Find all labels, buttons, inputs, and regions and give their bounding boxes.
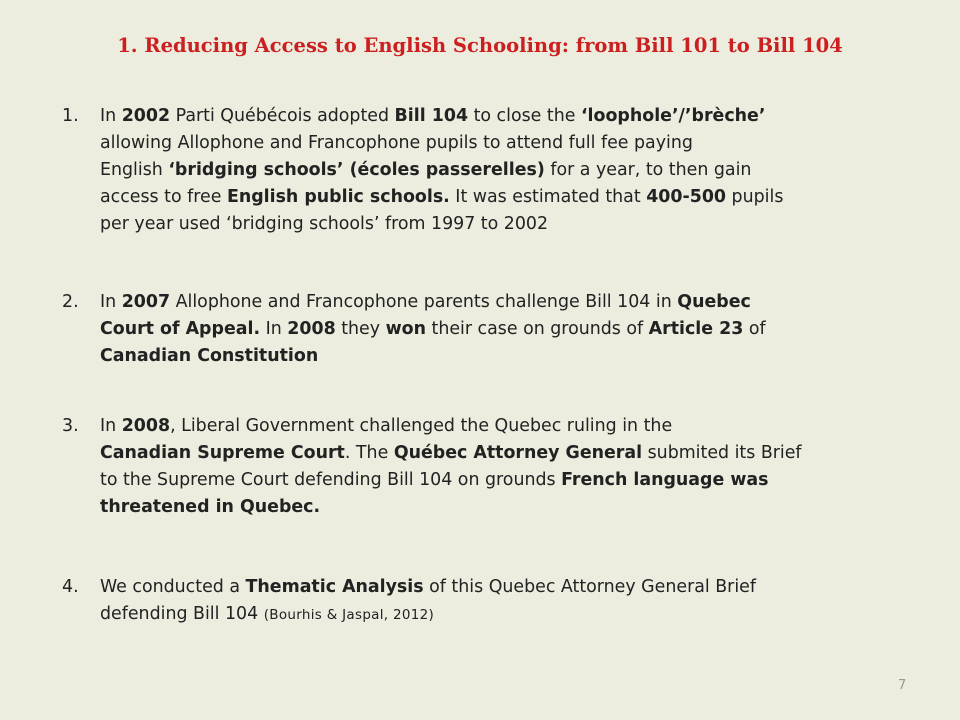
- bold-text: threatened in Quebec.: [100, 497, 321, 517]
- text-line: [100, 103, 912, 130]
- page-number: 7: [898, 678, 907, 693]
- text-run: to the Supreme Court defending Bill 104 on grounds: [100, 470, 562, 490]
- text-run: In: [100, 416, 122, 436]
- text-run: for a year, to then gain: [544, 160, 752, 180]
- text-run: Allophone and Francophone parents challenge Bill 104 in: [170, 292, 678, 312]
- bold-text: Bill 104: [394, 106, 469, 126]
- list-item-2: [62, 289, 912, 370]
- text-line: [100, 494, 912, 521]
- bold-text: ‘bridging schools’ (écoles passerelles): [168, 160, 545, 180]
- text-line: [100, 289, 912, 316]
- item-text: [100, 574, 912, 629]
- text-run: (Bourhis & Jaspal, 2012): [263, 607, 435, 623]
- text-run: allowing Allophone and Francophone pupils to attend full fee paying: [100, 133, 693, 153]
- text-line: [100, 316, 912, 343]
- text-run: Parti Québécois adopted: [170, 106, 395, 126]
- text-line: [100, 413, 912, 440]
- text-run: , Liberal Government challenged the Quebec ruling in the: [170, 416, 673, 436]
- text-run: In: [260, 319, 288, 339]
- text-run: It was estimated that: [449, 187, 647, 207]
- text-run: they: [335, 319, 386, 339]
- text-line: [100, 574, 912, 601]
- text-run: to close the: [468, 106, 581, 126]
- slide-title: 1. Reducing Access to English Schooling: from Bill 101 to Bill 104: [117, 34, 843, 57]
- text-line: [100, 157, 912, 184]
- bold-text: Thematic Analysis: [245, 577, 424, 597]
- bold-text: 2008: [287, 319, 336, 339]
- text-run: We conducted a: [100, 577, 246, 597]
- list-item-4: [62, 574, 912, 629]
- bold-text: Canadian Constitution: [100, 346, 319, 366]
- text-run: pupils: [726, 187, 784, 207]
- item-number: 4.: [62, 577, 79, 597]
- item-text: [100, 103, 912, 238]
- bold-text: 400-500: [646, 187, 727, 207]
- bold-text: English public schools.: [226, 187, 450, 207]
- item-number: 2.: [62, 292, 79, 312]
- text-run: defending Bill 104: [100, 604, 264, 624]
- list-item-3: [62, 413, 912, 521]
- text-run: of this Quebec Attorney General Brief: [423, 577, 756, 597]
- text-line: [100, 211, 912, 238]
- text-line: [100, 130, 912, 157]
- bold-text: won: [385, 319, 426, 339]
- bold-text: 2007: [121, 292, 171, 312]
- text-run: per year used ‘bridging schools’ from 1997 to 2002: [100, 214, 549, 234]
- item-number: 3.: [62, 416, 79, 436]
- bold-text: French language was: [561, 470, 769, 490]
- list-item-1: [62, 103, 912, 238]
- item-text: [100, 289, 912, 370]
- bold-text: Quebec: [677, 292, 751, 312]
- text-line: [100, 601, 912, 629]
- item-text: [100, 413, 912, 521]
- text-run: submited its Brief: [642, 443, 802, 463]
- bold-text: Québec Attorney General: [393, 443, 643, 463]
- text-line: [100, 343, 912, 370]
- bold-text: Article 23: [648, 319, 744, 339]
- text-run: access to free: [100, 187, 227, 207]
- text-line: [100, 184, 912, 211]
- text-line: [100, 467, 912, 494]
- text-run: of: [743, 319, 766, 339]
- item-number: 1.: [62, 106, 79, 126]
- bold-text: 2002: [121, 106, 171, 126]
- bold-text: Canadian Supreme Court: [100, 443, 345, 463]
- text-run: In: [100, 106, 122, 126]
- bold-text: ‘loophole’/’brèche’: [580, 106, 766, 126]
- text-line: [100, 440, 912, 467]
- bold-text: 2008: [121, 416, 171, 436]
- bold-text: Court of Appeal.: [100, 319, 261, 339]
- text-run: their case on grounds of: [425, 319, 649, 339]
- text-run: . The: [344, 443, 394, 463]
- text-run: In: [100, 292, 122, 312]
- text-run: English: [100, 160, 169, 180]
